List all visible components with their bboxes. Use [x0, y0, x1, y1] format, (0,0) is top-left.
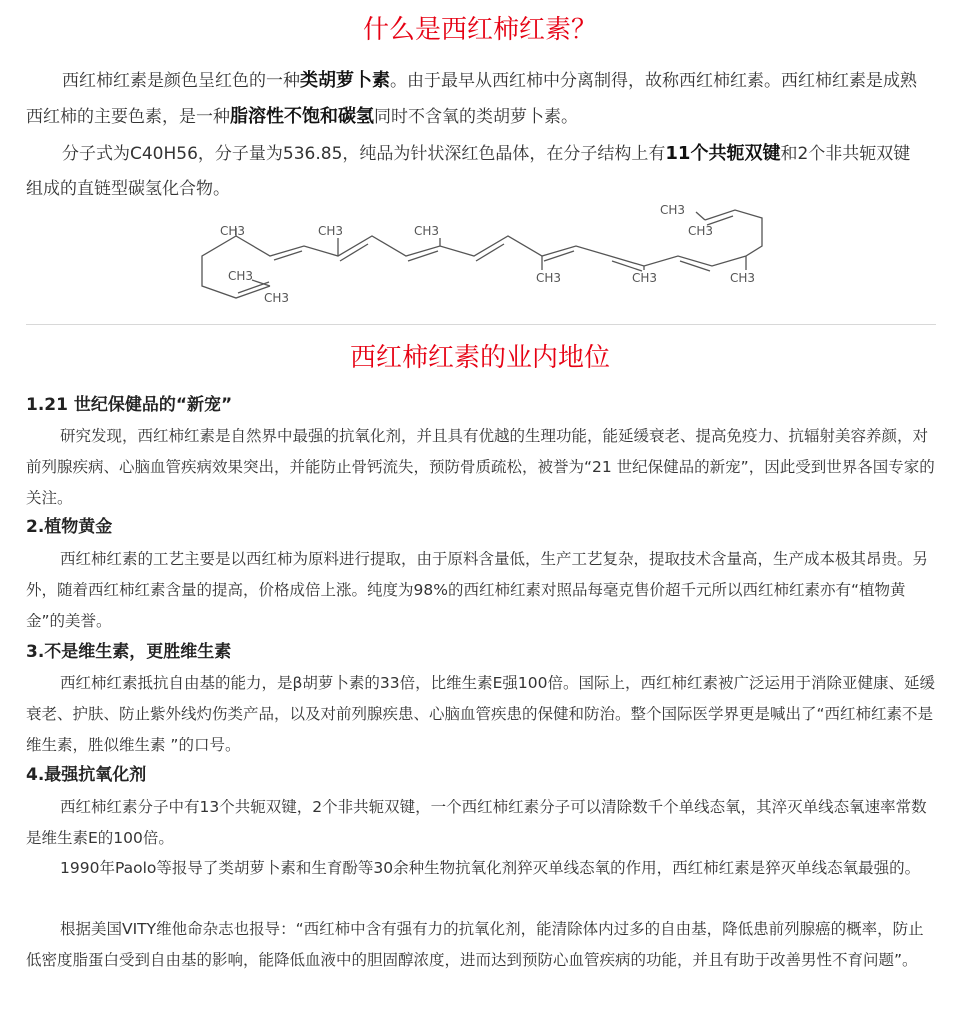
text: 同时不含氧的类胡萝卜素。: [374, 107, 578, 127]
methyl-label: CH3: [264, 291, 290, 305]
paragraph: [26, 853, 936, 884]
double-bond-line: [544, 251, 574, 261]
methyl-bond: [696, 212, 705, 220]
text: 分子式为C40H56，分子量为536.85，纯品为针状深红色晶体，在分子结构上有: [62, 144, 666, 164]
methyl-label: CH3: [318, 224, 344, 238]
intro-paragraph-2: [26, 136, 926, 207]
bold-term: 11个共轭双键: [665, 143, 781, 164]
ring-bond: [705, 210, 762, 256]
text: 和2个非共轭双键组成的直链型碳氢化合物。: [26, 144, 911, 199]
subheading-plant-gold: 2.植物黄金: [26, 517, 113, 537]
methyl-label: CH3: [688, 224, 714, 238]
section-title: 西红柿红素的业内地位: [349, 343, 610, 373]
lycopene-structure-diagram: [190, 198, 780, 310]
text: 西红柿红素是颜色呈红色的一种: [62, 71, 300, 91]
text: 西红柿红素的工艺主要是以西红柿为原料进行提取，由于原料含量低，生产工艺复杂，提取技术含量高，生产成本极其昂贵。另外，随着西红柿红素含量的提高，价格成倍上涨。纯度为98%的西红柿红素对照品每毫克售价超千元所以西红柿红素亦有“植物黄金”的美誉。: [26, 550, 929, 630]
paragraph: [26, 421, 936, 514]
double-bond-line: [274, 251, 302, 260]
bold-term: 脂溶性不饱和碳氢: [230, 106, 374, 127]
methyl-label: CH3: [730, 271, 756, 285]
methyl-label: CH3: [228, 269, 254, 283]
subheading-new-favorite: 1.21 世纪保健品的“新宠”: [26, 395, 233, 415]
intro-paragraph-1: [26, 63, 926, 135]
subheading-strongest-antioxidant: 4.最强抗氧化剂: [26, 765, 147, 785]
double-bond-line: [680, 261, 710, 271]
ring-bond: [202, 236, 270, 298]
paragraph: [26, 914, 936, 976]
methyl-label: CH3: [414, 224, 440, 238]
double-bond-line: [408, 251, 438, 261]
main-chain-bond: [236, 236, 746, 266]
methyl-label: CH3: [220, 224, 246, 238]
double-bond-line: [612, 261, 642, 271]
paragraph: [26, 544, 936, 637]
paragraph: [26, 668, 936, 761]
text: 根据美国VITY维他命杂志也报导：“西红柿中含有强有力的抗氧化剂，能清除体内过多的自由基，降低患前列腺癌的概率，防止低密度脂蛋白受到自由基的影响，能降低血液中的胆固醇浓度，进而达到预防心血管疾病的功能，并且有助于改善男性不育问题”。: [26, 920, 924, 969]
paragraph: [26, 792, 936, 854]
section-divider: [26, 324, 936, 325]
subheading-better-than-vitamin: 3.不是维生素，更胜维生素: [26, 642, 232, 662]
methyl-label: CH3: [632, 271, 658, 285]
bold-term: 类胡萝卜素: [300, 70, 390, 91]
text: 西红柿红素分子中有13个共轭双键，2个非共轭双键，一个西红柿红素分子可以清除数千个单线态氧，其淬灭单线态氧速率常数是维生素E的100倍。: [26, 798, 927, 847]
page-title: 什么是西红柿红素？: [362, 15, 597, 45]
text: 西红柿红素抵抗自由基的能力，是β胡萝卜素的33倍，比维生素E强100倍。国际上，西红柿红素被广泛运用于消除亚健康、延缓衰老、护肤、防止紫外线灼伤类产品，以及对前列腺疾患、心脑血管疾患的保健和防治。整个国际医学界更是喊出了“西红柿红素不是维生素，胜似维生素 ”的口号。: [26, 674, 935, 754]
methyl-label: CH3: [536, 271, 562, 285]
methyl-label: CH3: [660, 203, 686, 217]
text: 1990年Paolo等报导了类胡萝卜素和生育酚等30余种生物抗氧化剂猝灭单线态氧的作用，西红柿红素是猝灭单线态氧最强的。: [60, 859, 921, 877]
text: 。由于最早从西红柿中分离制得，故称西红柿红素。西红柿红素是成熟西红柿的主要色素，是一种: [26, 71, 917, 127]
text: 研究发现，西红柿红素是自然界中最强的抗氧化剂，并且具有优越的生理功能，能延缓衰老、提高免疫力、抗辐射美容养颜，对前列腺疾病、心脑血管疾病效果突出，并能防止骨钙流失，预防骨质疏松，被誉为“21 世纪保健品的新宠”，因此受到世界各国专家的关注。: [26, 427, 935, 507]
